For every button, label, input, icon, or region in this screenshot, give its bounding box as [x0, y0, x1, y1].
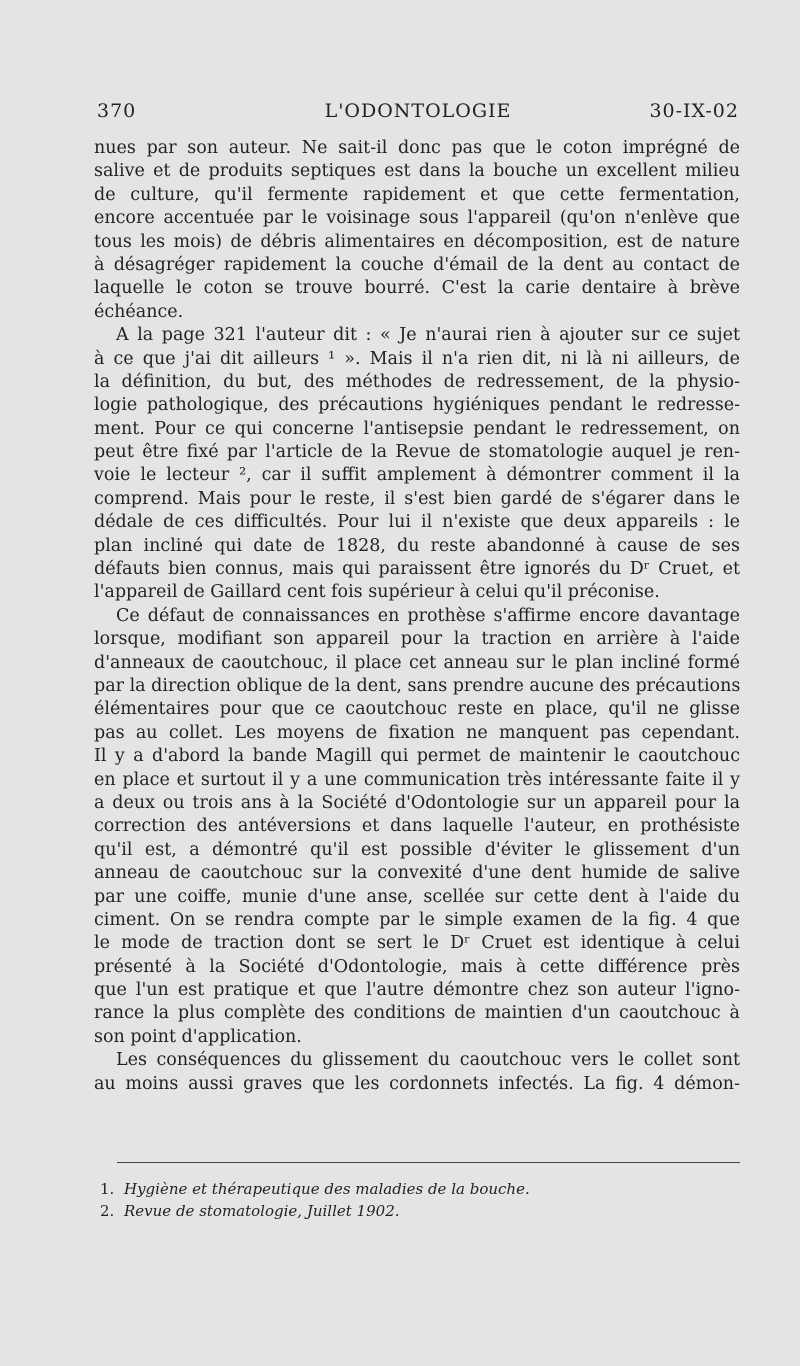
text-line: plan incliné qui date de 1828, du reste abandonné à cause de ses [94, 535, 740, 556]
text-line: échéance. [94, 301, 184, 322]
text-line: par une coiffe, munie d'une anse, scellée sur cette dent à l'aide du [94, 886, 740, 907]
text-line: la définition, du but, des méthodes de redressement, de la physio- [94, 371, 740, 392]
issue-date: 30-IX-02 [649, 100, 739, 122]
text-line: laquelle le coton se trouve bourré. C'est la carie dentaire à brève [94, 278, 740, 299]
text-line: A la page 321 l'auteur dit : « Je n'aurai rien à ajouter sur ce sujet [116, 325, 740, 346]
text-line: lorsque, modifiant son appareil pour la traction en arrière à l'aide [94, 629, 740, 650]
text-line: que l'un est pratique et que l'autre démontre chez son auteur l'igno- [94, 980, 740, 1001]
text-line: qu'il est, a démontré qu'il est possible d'éviter le glissement d'un [94, 839, 740, 860]
footnote-divider [117, 1162, 740, 1163]
text-line: présenté à la Société d'Odontologie, mais à cette différence près [94, 956, 740, 977]
text-line: au moins aussi graves que les cordonnets infectés. La fig. 4 démon- [94, 1073, 740, 1094]
text-line: de culture, qu'il fermente rapidement et que cette fermentation, [94, 184, 740, 205]
footnotes [100, 1178, 740, 1222]
text-line: tous les mois) de débris alimentaires en décomposition, est de nature [94, 231, 740, 252]
text-line: salive et de produits septiques est dans la bouche un excellent milieu [94, 161, 740, 182]
text-line: logie pathologique, des précautions hygiéniques pendant le redresse- [94, 395, 740, 416]
text-line: par la direction oblique de la dent, sans prendre aucune des précautions [94, 675, 741, 696]
text-line: le mode de traction dont se sert le Dʳ Cruet est identique à celui [94, 933, 740, 954]
text-line: encore accentuée par le voisinage sous l'appareil (qu'on n'enlève que [94, 208, 740, 229]
running-header [97, 100, 739, 130]
text-line: ment. Pour ce qui concerne l'antisepsie pendant le redressement, on [94, 418, 740, 439]
text-line: d'anneaux de caoutchouc, il place cet anneau sur le plan incliné formé [94, 652, 740, 673]
text-line: Les conséquences du glissement du caoutchouc vers le collet sont [116, 1050, 740, 1071]
text-line: son point d'application. [94, 1026, 302, 1047]
footnote-number: 1. [100, 1180, 115, 1198]
footnote-number: 2. [100, 1202, 115, 1220]
running-title: L'ODONTOLOGIE [324, 100, 512, 122]
page-number: 370 [97, 100, 137, 122]
text-line: voie le lecteur ², car il suffit amplement à démontrer comment il la [94, 465, 740, 486]
text-line: peut être fixé par l'article de la Revue de stomatologie auquel je ren- [94, 442, 740, 463]
footnote-text: Hygiène et thérapeutique des maladies de la bouche. [124, 1180, 530, 1198]
text-line: Ce défaut de connaissances en prothèse s'affirme encore davantage [116, 605, 740, 626]
text-line: l'appareil de Gaillard cent fois supérieur à celui qu'il préconise. [94, 582, 660, 603]
text-line: Il y a d'abord la bande Magill qui permet de maintenir le caoutchouc [94, 746, 740, 767]
footnote [100, 1178, 740, 1200]
text-line: à désagréger rapidement la couche d'émail de la dent au contact de [94, 254, 740, 275]
text-line: comprend. Mais pour le reste, il s'est bien gardé de s'égarer dans le [94, 488, 740, 509]
footnote [100, 1200, 740, 1222]
text-line: correction des antéversions et dans laquelle l'auteur, en prothésiste [94, 816, 740, 837]
text-line: à ce que j'ai dit ailleurs ¹ ». Mais il n'a rien dit, ni là ni ailleurs, de [94, 348, 740, 369]
text-line: ciment. On se rendra compte par le simple examen de la fig. 4 que [94, 909, 740, 930]
text-line: élémentaires pour que ce caoutchouc reste en place, qu'il ne glisse [94, 699, 740, 720]
body-text [94, 137, 740, 1096]
text-line: nues par son auteur. Ne sait-il donc pas que le coton imprégné de [94, 138, 740, 158]
text-line: dédale de ces difficultés. Pour lui il n'existe que deux appareils : le [94, 512, 740, 533]
text-line: en place et surtout il y a une communication très intéressante faite il y [94, 769, 740, 790]
text-line: rance la plus complète des conditions de maintien d'un caoutchouc à [94, 1003, 740, 1024]
text-line: défauts bien connus, mais qui paraissent être ignorés du Dʳ Cruet, et [94, 559, 740, 580]
text-line: pas au collet. Les moyens de fixation ne manquent pas cependant. [94, 722, 740, 743]
text-line: a deux ou trois ans à la Société d'Odontologie sur un appareil pour la [94, 792, 740, 813]
footnote-text: Revue de stomatologie, Juillet 1902. [124, 1202, 400, 1220]
text-line: anneau de caoutchouc sur la convexité d'une dent humide de salive [94, 863, 740, 884]
